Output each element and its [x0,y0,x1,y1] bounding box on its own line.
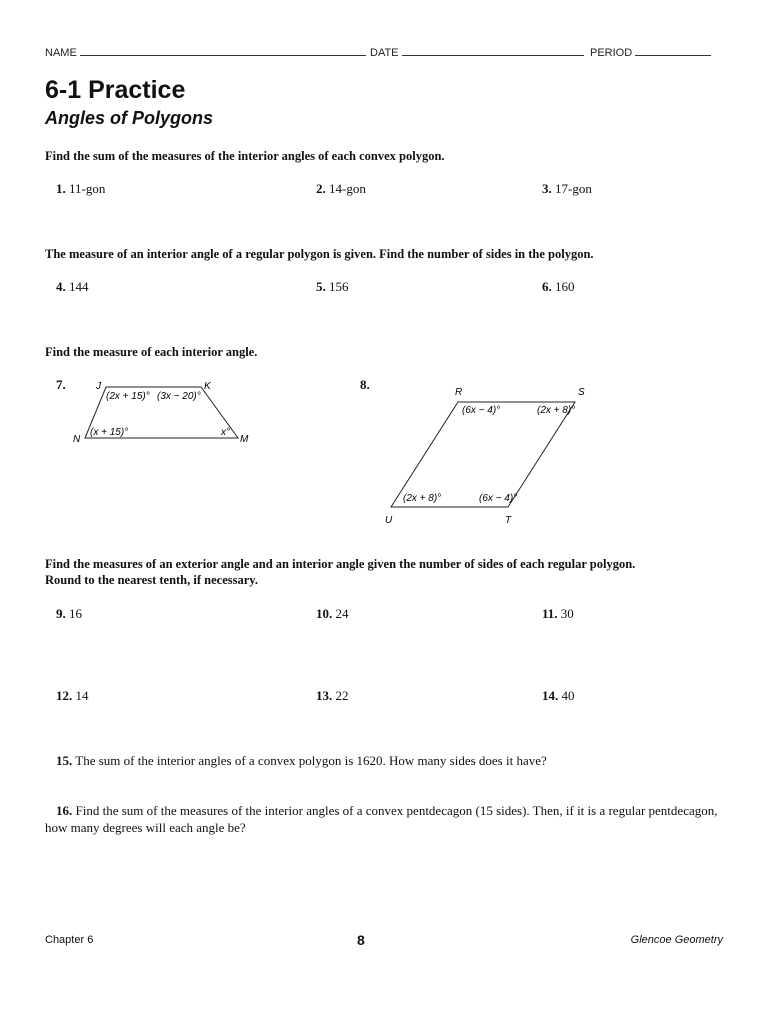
problem-number: 11. [542,606,558,621]
name-label: NAME [45,47,77,59]
vertex-r-label: R [455,387,463,398]
date-label: DATE [370,47,399,59]
page-title: 6-1 Practice [45,76,186,104]
name-blank[interactable] [80,46,366,56]
problem-text: 14 [75,688,89,703]
problem-15 [56,752,736,769]
problem-text: 22 [335,688,349,703]
period-blank[interactable] [635,46,711,56]
angle-j-label: (2x + 15)° [106,391,150,402]
problem-12 [56,688,89,704]
problem-text: 156 [329,279,349,294]
problem-number: 1. [56,181,66,196]
vertex-u-label: U [385,515,393,526]
problem-1 [56,181,105,197]
parallelogram-figure [378,382,598,530]
problem-text: 160 [555,279,575,294]
section4-instruction-line2: Round to the nearest tenth, if necessary. [45,573,258,587]
problem-5 [316,279,349,295]
footer-chapter: Chapter 6 [45,934,94,946]
problem-number: 15. [56,753,73,768]
problem-6 [542,279,575,295]
vertex-s-label: S [578,387,585,398]
problem-number: 16. [56,803,73,818]
problem-13 [316,688,349,704]
section3-instruction: Find the measure of each interior angle. [45,345,258,359]
angle-u-label: (2x + 8)° [403,493,442,504]
problem-text: 14-gon [329,181,366,196]
problem-number: 9. [56,606,66,621]
parallelogram-shape [391,402,575,507]
problem-7-number [56,377,66,393]
angle-r-label: (6x − 4)° [462,405,501,416]
period-label: PERIOD [590,47,633,59]
vertex-k-label: K [204,381,211,392]
page-subtitle: Angles of Polygons [45,108,214,128]
problem-number: 8. [360,377,370,392]
problem-2 [316,181,366,197]
problem-text: 40 [561,688,575,703]
footer-page-number: 8 [357,932,365,948]
vertex-j-label: J [96,381,101,392]
problem-text: 17-gon [555,181,592,196]
angle-t-label: (6x − 4)° [479,493,518,504]
problem-16 [45,802,725,836]
vertex-n-label: N [73,434,81,445]
problem-number: 13. [316,688,333,703]
problem-number: 14. [542,688,559,703]
problem-3 [542,181,592,197]
problem-8-number [360,377,370,393]
section1-instruction: Find the sum of the measures of the interior angles of each convex polygon. [45,149,445,163]
problem-number: 2. [316,181,326,196]
problem-10 [316,606,349,622]
angle-n-label: (x + 15)° [90,427,129,438]
problem-text: Find the sum of the measures of the interior angles of a convex pentdecagon (15 sides). Then, if it is a regular pentdecagon, how many degrees will each angle be? [45,803,718,835]
section4-instruction-line1: Find the measures of an exterior angle and an interior angle given the number of sides of each regular polygon. [45,557,636,571]
problem-4 [56,279,89,295]
problem-9 [56,606,82,622]
problem-number: 4. [56,279,66,294]
problem-text: 30 [560,606,574,621]
section2-instruction: The measure of an interior angle of a regular polygon is given. Find the number of sides in the polygon. [45,247,594,261]
problem-number: 12. [56,688,73,703]
problem-text: 144 [69,279,89,294]
problem-number: 7. [56,377,66,392]
problem-number: 3. [542,181,552,196]
vertex-t-label: T [505,515,512,526]
problem-text: 16 [69,606,82,621]
problem-14 [542,688,575,704]
name-field[interactable] [45,46,366,59]
angle-s-label: (2x + 8)° [537,405,576,416]
problem-number: 5. [316,279,326,294]
problem-number: 10. [316,606,333,621]
vertex-m-label: M [240,434,249,445]
problem-11 [542,606,574,622]
problem-text: 24 [335,606,349,621]
problem-text: The sum of the interior angles of a convex polygon is 1620. How many sides does it have? [75,753,547,768]
angle-m-label: x° [221,427,230,438]
section4-instruction [45,556,725,588]
trapezoid-figure [70,378,260,450]
date-blank[interactable] [402,46,584,56]
problem-text: 11-gon [69,181,106,196]
footer-book-title: Glencoe Geometry [630,934,723,946]
date-field[interactable] [370,46,584,59]
problem-number: 6. [542,279,552,294]
period-field[interactable] [590,46,711,59]
angle-k-label: (3x − 20)° [157,391,201,402]
